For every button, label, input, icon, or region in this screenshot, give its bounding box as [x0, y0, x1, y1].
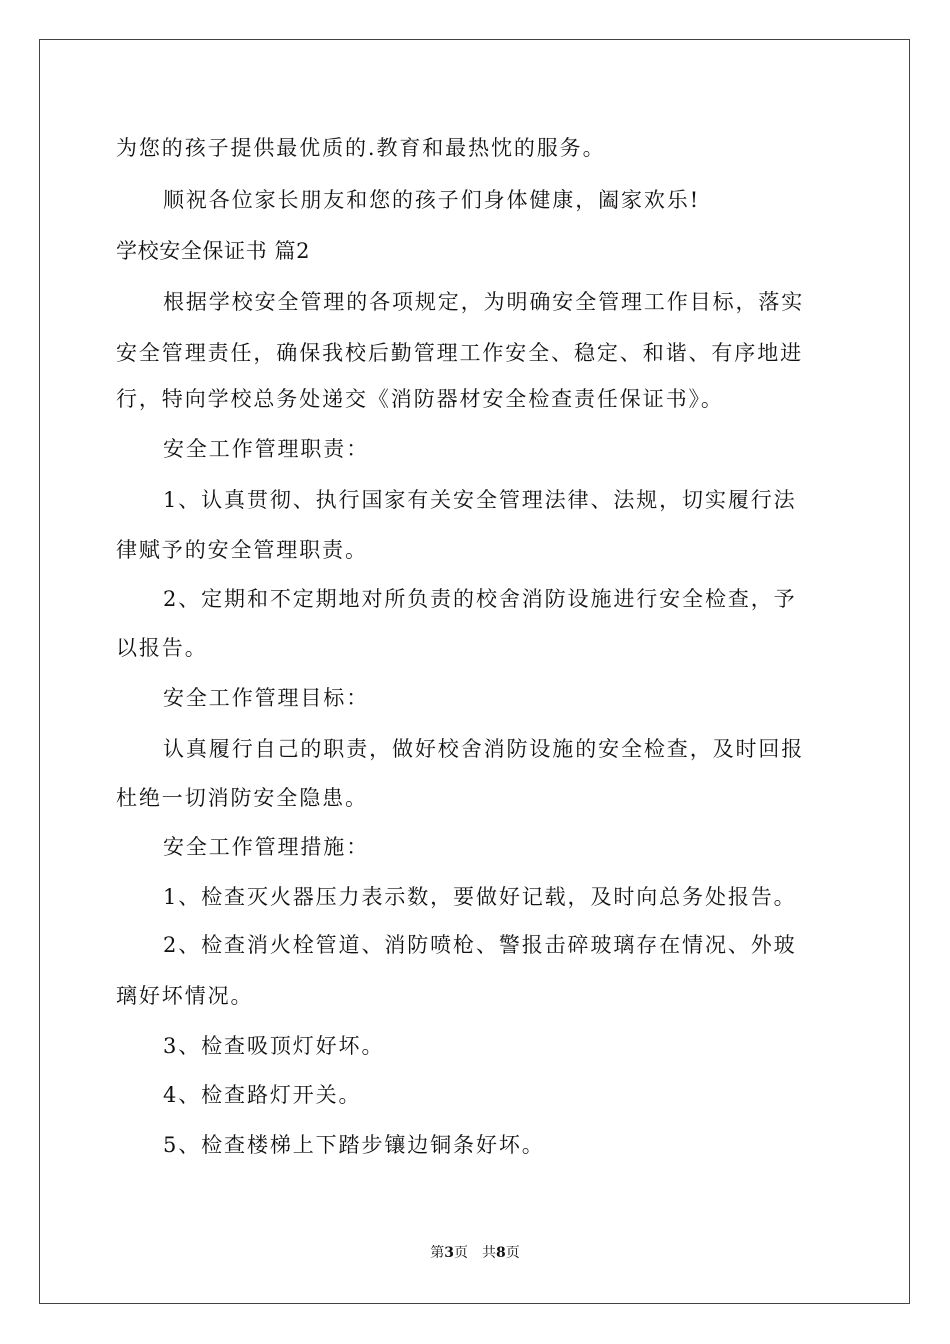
- page-number: [430, 1245, 468, 1261]
- page-border: [39, 39, 910, 1304]
- paragraph-line: 5、检查楼梯上下踏步镶边铜条好坏。: [163, 1133, 545, 1157]
- page-suffix: 页: [454, 1245, 468, 1261]
- paragraph-line: 1、检查灭火器压力表示数，要做好记载，及时向总务处报告。: [163, 885, 797, 909]
- paragraph-line: 行，特向学校总务处递交《消防器材安全检查责任保证书》。: [116, 387, 724, 411]
- paragraph-line: 认真履行自己的职责，做好校舍消防设施的安全检查，及时回报: [163, 737, 805, 761]
- paragraph-line: 顺祝各位家长朋友和您的孩子们身体健康，阖家欢乐!: [163, 188, 701, 212]
- paragraph-line: 3、检查吸顶灯好坏。: [163, 1034, 385, 1058]
- page-total: [482, 1245, 520, 1261]
- paragraph-line: 4、检查路灯开关。: [163, 1083, 362, 1107]
- paragraph-line: 根据学校安全管理的各项规定，为明确安全管理工作目标，落实: [163, 290, 805, 314]
- total-pages: 8: [496, 1245, 506, 1261]
- paragraph-line: 安全工作管理措施：: [163, 835, 370, 859]
- page-prefix: 第: [430, 1245, 445, 1261]
- paragraph-line: 以报告。: [116, 636, 208, 660]
- paragraph-line: 2、定期和不定期地对所负责的校舍消防设施进行安全检查，予: [163, 587, 797, 611]
- paragraph-line: 杜绝一切消防安全隐患。: [116, 786, 368, 810]
- paragraph-line: 安全工作管理职责：: [163, 437, 370, 461]
- page-footer: [0, 1243, 950, 1263]
- paragraph-line: 律赋予的安全管理职责。: [116, 538, 368, 562]
- paragraph-line: 为您的孩子提供最优质的.教育和最热忱的服务。: [116, 136, 606, 160]
- paragraph-line: 安全管理责任，确保我校后勤管理工作安全、稳定、和谐、有序地进: [116, 341, 803, 365]
- current-page: 3: [444, 1245, 454, 1261]
- total-prefix: 共: [482, 1245, 496, 1261]
- section-heading: 学校安全保证书 篇2: [116, 239, 311, 263]
- paragraph-line: 璃好坏情况。: [116, 984, 254, 1008]
- paragraph-line: 1、认真贯彻、执行国家有关安全管理法律、法规，切实履行法: [163, 488, 797, 512]
- total-suffix: 页: [505, 1245, 520, 1261]
- paragraph-line: 安全工作管理目标：: [163, 686, 370, 710]
- paragraph-line: 2、检查消火栓管道、消防喷枪、警报击碎玻璃存在情况、外玻: [163, 933, 797, 957]
